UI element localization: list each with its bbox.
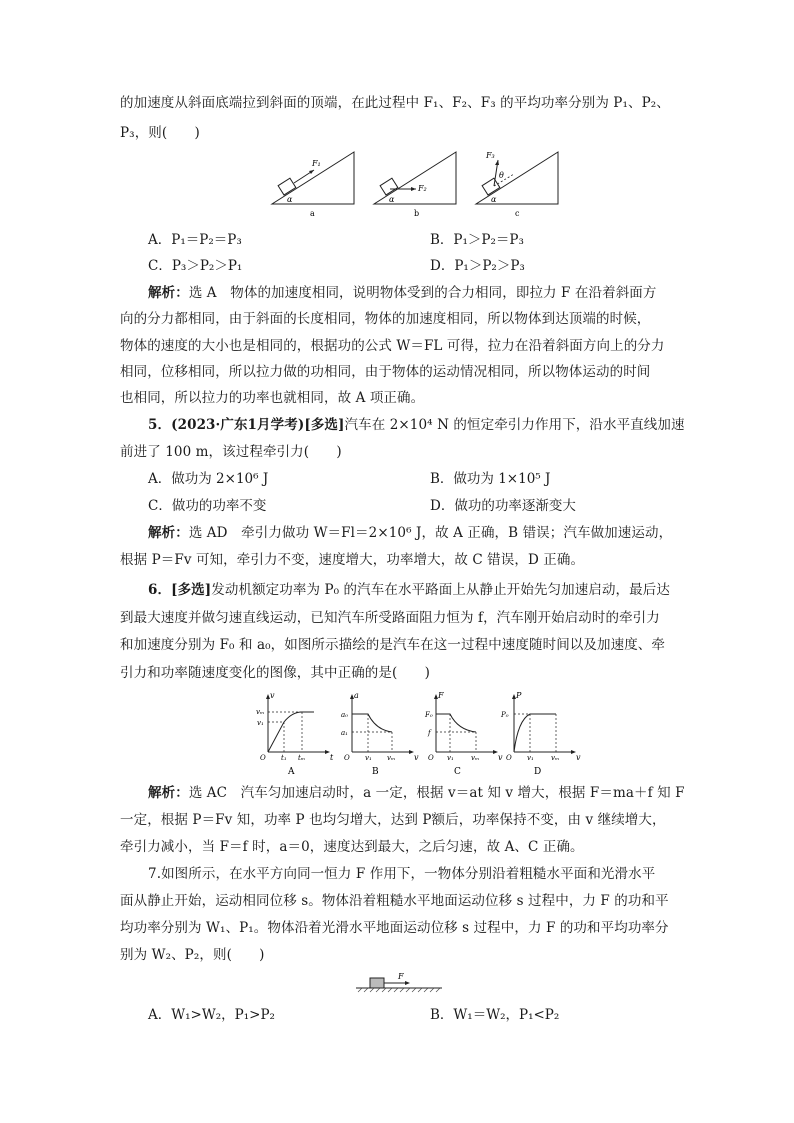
q7-option-a: A．W₁>W₂，P₁>P₂ [148, 1007, 275, 1023]
caption-a: a [310, 209, 315, 218]
svg-text:v₁: v₁ [365, 754, 372, 762]
q6-analysis-line-1: 解析：选 AC 汽车匀加速启动时，a 一定，根据 v＝at 知 v 增大，根据 F＝ma＋f 知 F [148, 785, 685, 801]
q6-prefix: 6．[多选] [148, 582, 212, 598]
svg-text:F: F [438, 691, 444, 700]
svg-text:a₁: a₁ [341, 729, 348, 737]
label-force-f: F [398, 972, 404, 981]
q5-prefix: 5．(2023·广东1月学考)[多选] [148, 417, 345, 433]
q6-analysis-line-3: 牵引力减小，当 F＝f 时，a＝0，速度达到最大，之后匀速，故 A、C 正确。 [120, 839, 584, 855]
q6-stem-line-3: 和加速度分别为 F₀ 和 a₀，如图所示描绘的是汽车在这一过程中速度随时间以及加速度、牵 [120, 637, 666, 653]
label-f3: F₃ [486, 151, 495, 160]
incline-figure-c [476, 151, 558, 218]
incline-figure-b [374, 152, 456, 218]
q4-option-a: A．P₁＝P₂＝P₃ [148, 232, 242, 248]
q4-analysis-line-2: 向的分力都相同，由于斜面的长度相同，物体的加速度相同，所以物体到达顶端的时候， [120, 311, 651, 327]
svg-text:O: O [506, 754, 512, 762]
graph-d-caption: D [534, 767, 542, 777]
label-alpha-a: α [287, 195, 293, 204]
q6-stem-line-1: 6．[多选]发动机额定功率为 P₀ 的汽车在水平路面上从静止开始先匀加速启动，最后达 [148, 582, 670, 598]
svg-text:v: v [270, 691, 275, 700]
q4-option-c: C．P₃＞P₂＞P₁ [148, 258, 243, 274]
q4-stem-line-1: 的加速度从斜面底端拉到斜面的顶端，在此过程中 F₁、F₂、F₃ 的平均功率分别为 P₁、P₂、 [120, 95, 670, 111]
graph-b-caption: B [372, 767, 379, 777]
caption-b: b [414, 209, 420, 218]
caption-c: c [515, 209, 520, 218]
analysis-label: 解析： [148, 285, 189, 301]
q5-analysis-line-1: 解析：选 AD 牵引力做功 W＝Fl＝2×10⁶ J，故 A 正确，B 错误；汽车做加速运动， [148, 525, 673, 541]
svg-text:v₁: v₁ [527, 754, 534, 762]
svg-text:vₘ: vₘ [387, 754, 396, 762]
label-theta: θ [499, 171, 504, 180]
q4-stem-line-2: P₃，则( ) [120, 125, 200, 141]
q6-stem-line-4: 引力和功率随速度变化的图像，其中正确的是( ) [120, 665, 430, 681]
svg-text:O: O [260, 754, 266, 762]
svg-text:t: t [330, 753, 334, 762]
svg-text:t₁: t₁ [281, 754, 287, 762]
q4-analysis-line-1: 解析：选 A 物体的加速度相同，说明物体受到的合力相同，即拉力 F 在沿着斜面方 [148, 285, 657, 301]
q4-analysis-line-4: 相同，位移相同，所以拉力做的功相同，由于物体的运动情况相同，所以物体运动的时间 [120, 364, 651, 380]
graph-c [424, 691, 503, 777]
q4-option-d: D．P₁＞P₂＞P₃ [430, 258, 525, 274]
graph-c-caption: C [454, 767, 461, 777]
svg-text:v: v [576, 753, 581, 762]
svg-text:f: f [428, 729, 431, 737]
q6-stem-line-2: 到最大速度并做匀速直线运动，已知汽车所受路面阻力恒为 f，汽车刚开始启动时的牵引力 [120, 610, 660, 626]
q5-option-b: B．做功为 1×10⁵ J [430, 471, 551, 487]
label-alpha-c: α [491, 195, 497, 204]
label-f1: F₁ [312, 159, 321, 168]
q5-option-a: A．做功为 2×10⁶ J [148, 471, 269, 487]
svg-text:v: v [414, 753, 419, 762]
q5-stem-line-1: 5．(2023·广东1月学考)[多选]汽车在 2×10⁴ N 的恒定牵引力作用下，沿水平直线加速 [148, 417, 685, 433]
q7-stem-line-2: 面从静止开始，运动相同位移 s。物体沿着粗糙水平地面运动位移 s 过程中，力 F 的功和平 [120, 893, 669, 909]
q4-analysis-line-3: 物体的速度的大小也是相同的，根据功的公式 W＝FL 可得，拉力在沿着斜面方向上的分力 [120, 338, 665, 354]
q5-option-d: D．做功的功率逐渐变大 [430, 498, 576, 514]
svg-text:P: P [516, 691, 522, 700]
q5-analysis-line-2: 根据 P＝Fv 可知，牵引力不变，速度增大，功率增大，故 C 错误，D 正确。 [120, 552, 585, 568]
q7-stem-line-4: 别为 W₂、P₂，则( ) [120, 947, 265, 963]
graph-a [256, 691, 334, 777]
q4-option-b: B．P₁＞P₂＝P₃ [430, 232, 524, 248]
svg-text:v₁: v₁ [257, 719, 264, 727]
svg-text:tₘ: tₘ [298, 754, 306, 762]
q7-stem-line-3: 均功率分别为 W₁、P₁。物体沿着光滑水平地面运动位移 s 过程中，力 F 的功和平均功率分 [120, 920, 669, 936]
label-alpha-b: α [389, 195, 395, 204]
q5-option-c: C．做功的功率不变 [148, 498, 267, 514]
svg-text:vₘ: vₘ [471, 754, 480, 762]
incline-figure-a [272, 152, 354, 218]
q6-graphs [252, 690, 582, 778]
graph-b [341, 691, 419, 777]
svg-text:O: O [344, 754, 350, 762]
graph-a-caption: A [288, 767, 295, 777]
q4-incline-figures [270, 146, 560, 222]
q4-analysis-line-5: 也相同，所以拉力的功率也就相同，故 A 项正确。 [120, 390, 425, 406]
svg-text:v: v [498, 753, 503, 762]
q7-stem-line-1: 7.如图所示，在水平方向同一恒力 F 作用下，一物体分别沿着粗糙水平面和光滑水平 [148, 866, 656, 882]
svg-text:v₁: v₁ [447, 754, 454, 762]
q5-stem-line-2: 前进了 100 m，该过程牵引力( ) [120, 444, 342, 460]
svg-text:P₀: P₀ [501, 711, 509, 719]
svg-text:vₘ: vₘ [551, 754, 560, 762]
svg-text:a: a [354, 691, 359, 700]
q7-block-figure [354, 972, 444, 998]
svg-text:vₘ: vₘ [256, 708, 265, 716]
q7-option-b: B．W₁＝W₂，P₁<P₂ [430, 1007, 560, 1023]
svg-text:O: O [428, 754, 434, 762]
label-f2: F₂ [418, 184, 427, 193]
graph-d [500, 691, 581, 777]
svg-text:F₀: F₀ [425, 711, 433, 719]
svg-text:a₀: a₀ [341, 711, 348, 719]
q6-analysis-line-2: 一定，根据 P＝Fv 知，功率 P 也均匀增大，达到 P额后，功率保持不变，由 v 继续增大， [120, 812, 666, 828]
